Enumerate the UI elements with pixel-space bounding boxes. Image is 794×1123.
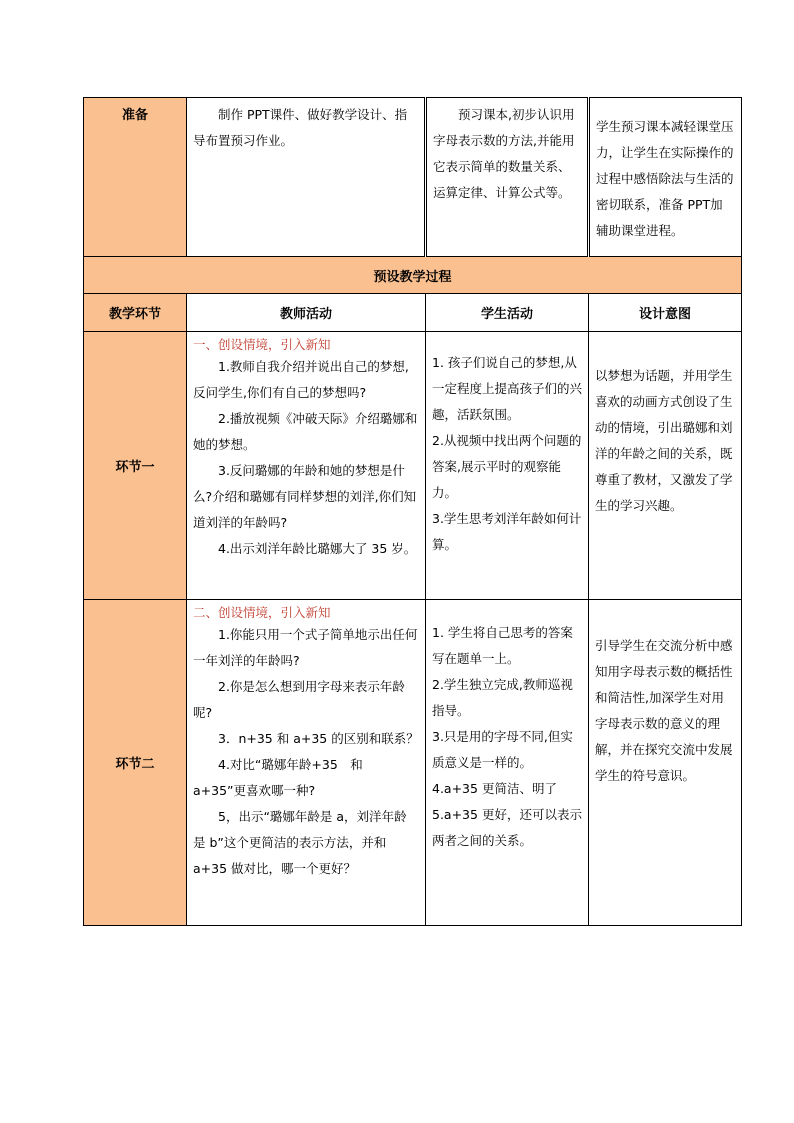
stage1-teacher-heading: 一、创设情境，引入新知 [193,337,331,352]
stage2-teacher-item: 4.对比“璐娜年龄+35 和 a+35”更喜欢哪一种? [193,757,363,798]
stage1-teacher-cell [187,332,426,600]
stage2-teacher-item: 2.你是怎么想到用字母来表示年龄呢? [193,679,405,720]
stage1-label: 环节一 [84,332,187,600]
section-title-row [84,257,742,294]
stage2-teacher-item: 5，出示“璐娜年龄是 a，刘洋年龄是 b”这个更简洁的表示方法，并和 a+35 做对比，哪一个更好？ [193,809,407,876]
stage2-student-item: 3.只是用的字母不同,但实质意义是一样的。 [432,729,573,770]
prep-row [84,98,742,257]
header-teacher: 教师活动 [187,294,426,332]
stage2-teacher-item: 1.你能只用一个式子简单地示出任何一年刘洋的年龄吗? [193,627,418,668]
stage1-teacher-item: 1.教师自我介绍并说出自己的梦想,反问学生,你们有自己的梦想吗? [193,359,409,400]
stage2-student-item: 4.a+35 更简洁、明了 [432,781,557,796]
stage2-row [84,600,742,926]
stage2-teacher-item: 3．n+35 和 a+35 的区别和联系？ [218,731,419,746]
stage2-student-cell [426,600,589,926]
stage1-row [84,332,742,600]
header-row [84,294,742,332]
prep-student-cell [426,98,589,257]
prep-label: 准备 [84,98,187,257]
header-intent: 设计意图 [589,294,742,332]
stage2-student-item: 2.学生独立完成,教师巡视指导。 [432,677,573,718]
stage1-student-item: 3.学生思考刘洋年龄如何计算。 [432,511,582,552]
section-title: 预设教学过程 [84,257,742,294]
prep-teacher-text: 制作 PPT课件、做好教学设计、指导布置预习作业。 [193,107,408,148]
prep-intent-text: 学生预习课本减轻课堂压力，让学生在实际操作的过程中感悟除法与生活的密切联系，准备 PPT加辅助课堂进程。 [596,118,734,238]
stage2-student-item: 5.a+35 更好，还可以表示两者之间的关系。 [432,807,582,848]
prep-intent-cell [589,98,742,257]
stage1-teacher-item: 2.播放视频《冲破天际》介绍璐娜和她的梦想。 [193,411,418,452]
stage2-teacher-heading: 二、创设情境，引入新知 [193,605,331,620]
stage1-student-cell [426,332,589,600]
stage1-student-item: 1. 孩子们说自己的梦想,从一定程度上提高孩子们的兴趣，活跃氛围。 [432,355,583,422]
stage2-teacher-cell [187,600,426,926]
stage2-student-item: 1. 学生将自己思考的答案写在题单一上。 [432,625,573,666]
stage1-intent-cell [589,332,742,600]
header-student: 学生活动 [426,294,589,332]
header-stage: 教学环节 [84,294,187,332]
prep-teacher-cell [187,98,426,257]
stage2-label: 环节二 [84,600,187,926]
prep-student-text: 预习课本,初步认识用字母表示数的方法,并能用它表示简单的数量关系、运算定律、计算公式等。 [433,107,575,200]
stage1-teacher-item: 4.出示刘洋年龄比璐娜大了 35 岁。 [218,541,417,556]
stage1-student-item: 2.从视频中找出两个问题的答案,展示平时的观察能力。 [432,433,582,500]
stage1-teacher-item: 3.反问璐娜的年龄和她的梦想是什么?介绍和璐娜有同样梦想的刘洋,你们知道刘洋的年龄吗? [193,463,417,530]
stage1-intent-text: 以梦想为话题，并用学生喜欢的动画方式创设了生动的情境，引出璐娜和刘洋的年龄之间的关系，既尊重了教材，又激发了学生的学习兴趣。 [595,367,733,513]
lesson-plan-table [83,97,742,926]
stage2-intent-cell [589,600,742,926]
stage2-intent-text: 引导学生在交流分析中感知用字母表示数的概括性和简洁性,加深学生对用字母表示数的意义的理解，并在探究交流中发展学生的符号意识。 [595,637,733,783]
